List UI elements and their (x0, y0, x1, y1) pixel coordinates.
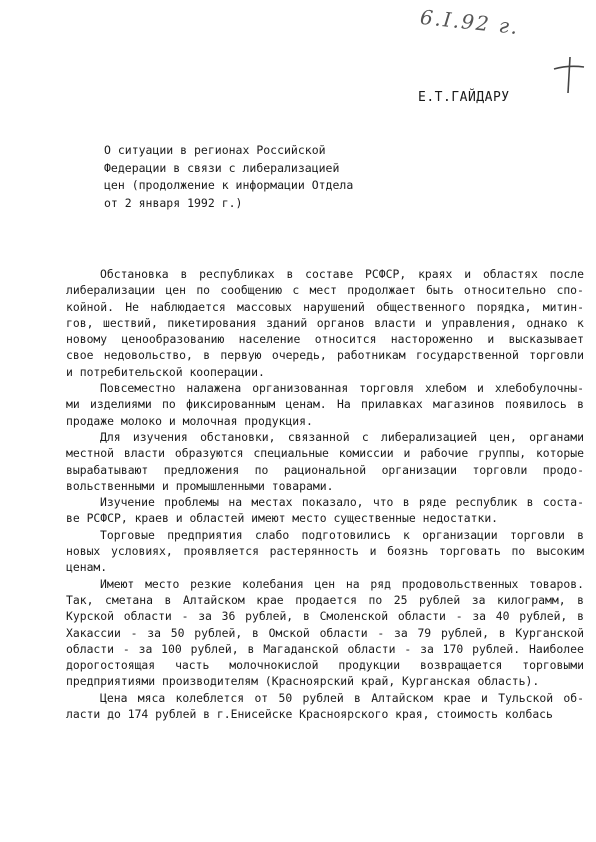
word: рабочие (420, 446, 469, 461)
text-line: продаже молоко и молочная продукция. (66, 413, 313, 428)
word: свое (66, 348, 94, 363)
word: областях (482, 267, 538, 281)
word: в (577, 609, 584, 624)
word: растерянность (269, 544, 359, 559)
text-line: ценам. (66, 560, 108, 575)
word: молочнокислой (229, 658, 319, 673)
document-body (66, 266, 584, 722)
word: высоким (535, 544, 584, 559)
word: зданий (266, 315, 308, 330)
word: гов, (66, 315, 94, 330)
word: килограмм, (497, 592, 566, 607)
word: сообщению (220, 283, 283, 298)
word: 25 (393, 592, 408, 607)
word: рублей, (194, 625, 243, 640)
word: краях (418, 267, 453, 281)
word: на (345, 576, 360, 591)
word: Так, (66, 592, 94, 607)
subject-line: от 2 января 1992 г.) (104, 195, 243, 210)
word: магазинов (433, 397, 495, 412)
word: организованная (252, 381, 349, 396)
word: Курганской (515, 625, 584, 640)
text-line (66, 592, 584, 608)
word: хлебобулочны- (494, 381, 584, 396)
word: 79 (417, 625, 432, 640)
paragraph (66, 576, 584, 690)
word: в (577, 397, 584, 412)
word: резкие (190, 576, 232, 591)
word: изучения (132, 429, 188, 444)
word: предложения (163, 462, 240, 477)
word: ценам. (285, 397, 327, 412)
word: либерализацией (381, 429, 478, 444)
text-line: вольственными и промышленными товарами. (66, 478, 334, 493)
word: Омской (268, 625, 310, 640)
word: торговыми (522, 658, 584, 673)
word: управления, (441, 315, 517, 330)
word: связанной (287, 429, 350, 444)
text-line (66, 527, 584, 543)
paragraph (66, 266, 584, 380)
word: торговля (359, 381, 415, 396)
word: в (247, 641, 255, 656)
word: предприятия (167, 527, 243, 542)
word: РСФСР, (365, 267, 407, 281)
word: с (361, 429, 369, 444)
word: работникам (337, 348, 406, 363)
word: продается (295, 592, 357, 607)
text-line (66, 380, 584, 396)
word: быть (426, 283, 454, 298)
word: 170 (442, 641, 464, 656)
word: органами (529, 429, 584, 444)
word: рублей, (190, 641, 239, 656)
text-line (66, 396, 584, 412)
word: за (138, 641, 153, 656)
text-line (66, 299, 584, 315)
word: власти (123, 446, 166, 461)
word: после (549, 267, 584, 281)
subject-line: цен (продолжение к информации Отдела (104, 178, 354, 192)
word: пикетирования (167, 315, 257, 330)
word: - (130, 625, 138, 640)
word: недовольство, (103, 348, 193, 363)
word: Торговые (100, 527, 155, 542)
word: - (122, 641, 130, 656)
word: группы, (478, 446, 527, 461)
paragraph (66, 494, 584, 527)
word: специальные (253, 446, 329, 461)
word: Не (125, 299, 140, 314)
word: в (252, 625, 259, 640)
word: государственной (415, 348, 519, 363)
word: в (203, 348, 211, 363)
word: Тульской (498, 690, 554, 705)
subject-block (104, 142, 404, 212)
word: часть (175, 658, 210, 673)
word: и (477, 381, 484, 396)
word: продо- (542, 462, 584, 477)
word: за (420, 641, 434, 656)
word: массовых (237, 299, 292, 314)
word: рублей (302, 690, 344, 705)
word: - (455, 609, 463, 624)
word: области (123, 609, 172, 624)
word: возвращается (420, 658, 503, 673)
text-line (66, 266, 584, 282)
word: и (481, 690, 488, 705)
text-line (66, 641, 584, 657)
word: новых (66, 544, 101, 559)
word: республиках (199, 267, 275, 281)
word: организации (381, 462, 457, 477)
addressee: Е.Т.ГАЙДАРУ (418, 90, 510, 105)
word: в (180, 267, 188, 281)
word: очередь, (271, 348, 327, 363)
word: власти (374, 315, 416, 330)
word: продовольственных (401, 576, 519, 591)
word: обстановки, (200, 429, 276, 444)
word: комиссии (338, 446, 394, 461)
word: торговать (439, 544, 501, 559)
word: за (472, 609, 487, 624)
word: торговли (509, 527, 565, 542)
word: и (464, 267, 472, 281)
text-line (66, 543, 584, 559)
word: образуются (174, 446, 244, 461)
word: местах (251, 495, 293, 510)
word: 100 (161, 641, 182, 656)
word: налажена (186, 381, 242, 396)
word: что (372, 495, 394, 510)
text-line (66, 576, 584, 592)
handwritten-cross-mark (550, 55, 586, 95)
word: организации (422, 527, 498, 542)
word: наблюдается (150, 299, 226, 314)
word: к (577, 315, 584, 330)
word: 50 (278, 690, 293, 705)
word: относится (314, 332, 377, 347)
word: об- (563, 690, 584, 705)
word: торговли (472, 462, 528, 477)
word: фиксированным (186, 397, 276, 412)
word: области (397, 609, 446, 624)
word: Наиболее (528, 641, 584, 656)
word: Изучение (100, 495, 155, 510)
word: митин- (542, 299, 584, 314)
word: за (198, 609, 212, 624)
word: проблемы (164, 495, 220, 510)
word: койной. (66, 299, 115, 314)
word: Магаданской (263, 641, 339, 656)
word: однако (526, 315, 568, 330)
word: либерализации (66, 283, 156, 298)
word: первую (220, 348, 262, 363)
handwritten-date: 6.I.92 г. (419, 4, 521, 40)
word: в (577, 592, 584, 607)
subject-line: Федерации в связи с либерализацией (104, 160, 340, 175)
word: и (369, 544, 377, 559)
word: и (424, 315, 432, 330)
word: место (145, 576, 180, 591)
word: области (66, 641, 115, 656)
text-line (66, 608, 584, 624)
text-line (66, 657, 584, 673)
word: 40 (495, 609, 510, 624)
word: рациональной (283, 462, 367, 477)
word: Алтайском (371, 690, 433, 705)
word: продукции (338, 658, 401, 673)
text-line (66, 625, 584, 641)
word: которые (535, 446, 584, 461)
word: к (403, 527, 410, 542)
paragraph (66, 690, 584, 723)
word: ряде (418, 495, 447, 510)
word: прилавках (360, 397, 423, 412)
text-line (66, 331, 584, 347)
word: высказывает (508, 332, 584, 347)
text-line (66, 282, 584, 298)
word: по (368, 592, 383, 607)
word: цен (165, 283, 187, 298)
word: республик (455, 495, 518, 510)
word: в (577, 527, 584, 542)
text-line (66, 445, 584, 461)
word: и (487, 332, 495, 347)
subject-line: О ситуации в регионах Российской (104, 143, 326, 157)
word: относительно (463, 283, 547, 298)
word: условиях, (111, 544, 173, 559)
text-line: предприятиями производителям (Красноярский край, Курганская область). (66, 674, 540, 689)
word: цен (314, 576, 336, 591)
word: и (403, 446, 411, 461)
word: Для (100, 429, 121, 444)
word: боязнь (387, 544, 429, 559)
word: нарушений (303, 299, 365, 314)
word: продолжает (347, 283, 416, 298)
word: Цена (100, 690, 128, 705)
word: в (164, 592, 172, 607)
text-line: и потребительской кооперации. (66, 364, 265, 379)
word: рублей (419, 592, 461, 607)
text-line (66, 315, 584, 331)
word: шествий, (102, 315, 158, 330)
word: настороженно (390, 332, 474, 347)
word: за (393, 625, 408, 640)
word: от (254, 690, 269, 705)
word: Хакассии (66, 625, 121, 640)
word: спо- (556, 283, 584, 298)
word: проявляется (183, 544, 259, 559)
paragraph (66, 429, 584, 494)
word: Алтайском (182, 592, 245, 607)
paragraph (66, 527, 584, 576)
word: мяса (137, 690, 166, 705)
word: Обстановка (100, 267, 169, 281)
word: сметана (104, 592, 153, 607)
word: рублей. (472, 641, 521, 656)
text-line: ласти до 174 рублей в г.Енисейске Красноярского края, стоимость колбась (66, 707, 553, 722)
word: новому (66, 332, 108, 347)
word: колебания (242, 576, 304, 591)
word: в (286, 267, 294, 281)
word: рублей, (245, 609, 294, 624)
text-line (66, 690, 584, 706)
word: Курской (66, 609, 115, 624)
word: изделиями (90, 397, 152, 412)
word: по (196, 283, 211, 298)
word: ми (66, 397, 80, 412)
word: общественного (376, 299, 466, 314)
word: хлебом (424, 381, 467, 396)
text-line (66, 462, 584, 478)
word: крае (256, 592, 284, 607)
word: - (377, 625, 385, 640)
word: порядка, (476, 299, 532, 314)
word: рублей, (440, 625, 489, 640)
word: в (354, 690, 361, 705)
word: в (526, 495, 534, 510)
word: соста- (542, 495, 584, 510)
word: области (319, 625, 368, 640)
text-line (66, 429, 584, 445)
word: население (238, 332, 301, 347)
word: появилось (505, 397, 567, 412)
word: дорогостоящая (66, 658, 156, 673)
word: слабо (254, 527, 290, 542)
word: Повсеместно (100, 381, 176, 396)
word: Смоленской (319, 609, 389, 624)
text-line (66, 347, 584, 363)
word: вырабатывают (66, 462, 149, 477)
word: крае (443, 690, 471, 705)
word: на (228, 495, 243, 510)
word: ряд (370, 576, 391, 591)
word: - (404, 641, 412, 656)
word: по (511, 544, 526, 559)
word: Имеют (100, 576, 135, 591)
word: составе (305, 267, 354, 281)
word: товаров. (529, 576, 584, 591)
paragraph (66, 380, 584, 429)
word: органов (316, 315, 365, 330)
word: в (302, 609, 310, 624)
word: местной (66, 446, 115, 461)
word: в (402, 495, 410, 510)
word: мест (309, 283, 337, 298)
word: с (292, 283, 300, 298)
text-line (66, 494, 584, 510)
word: области (347, 641, 396, 656)
word: На (336, 397, 351, 412)
word: по (254, 462, 269, 477)
word: за (471, 592, 486, 607)
word: торговли (529, 348, 584, 363)
word: рублей, (519, 609, 568, 624)
word: в (498, 625, 506, 640)
text-line: ве РСФСР, краев и областей имеют место существенные недостатки. (66, 511, 499, 526)
word: - (181, 609, 189, 624)
word: подготовились (301, 527, 391, 542)
word: за (147, 625, 161, 640)
word: по (162, 397, 176, 412)
word: 36 (221, 609, 236, 624)
word: 50 (170, 625, 185, 640)
word: показало, (301, 495, 364, 510)
word: цен, (489, 429, 517, 444)
word: ценообразованию (121, 332, 225, 347)
word: колеблется (175, 690, 245, 705)
